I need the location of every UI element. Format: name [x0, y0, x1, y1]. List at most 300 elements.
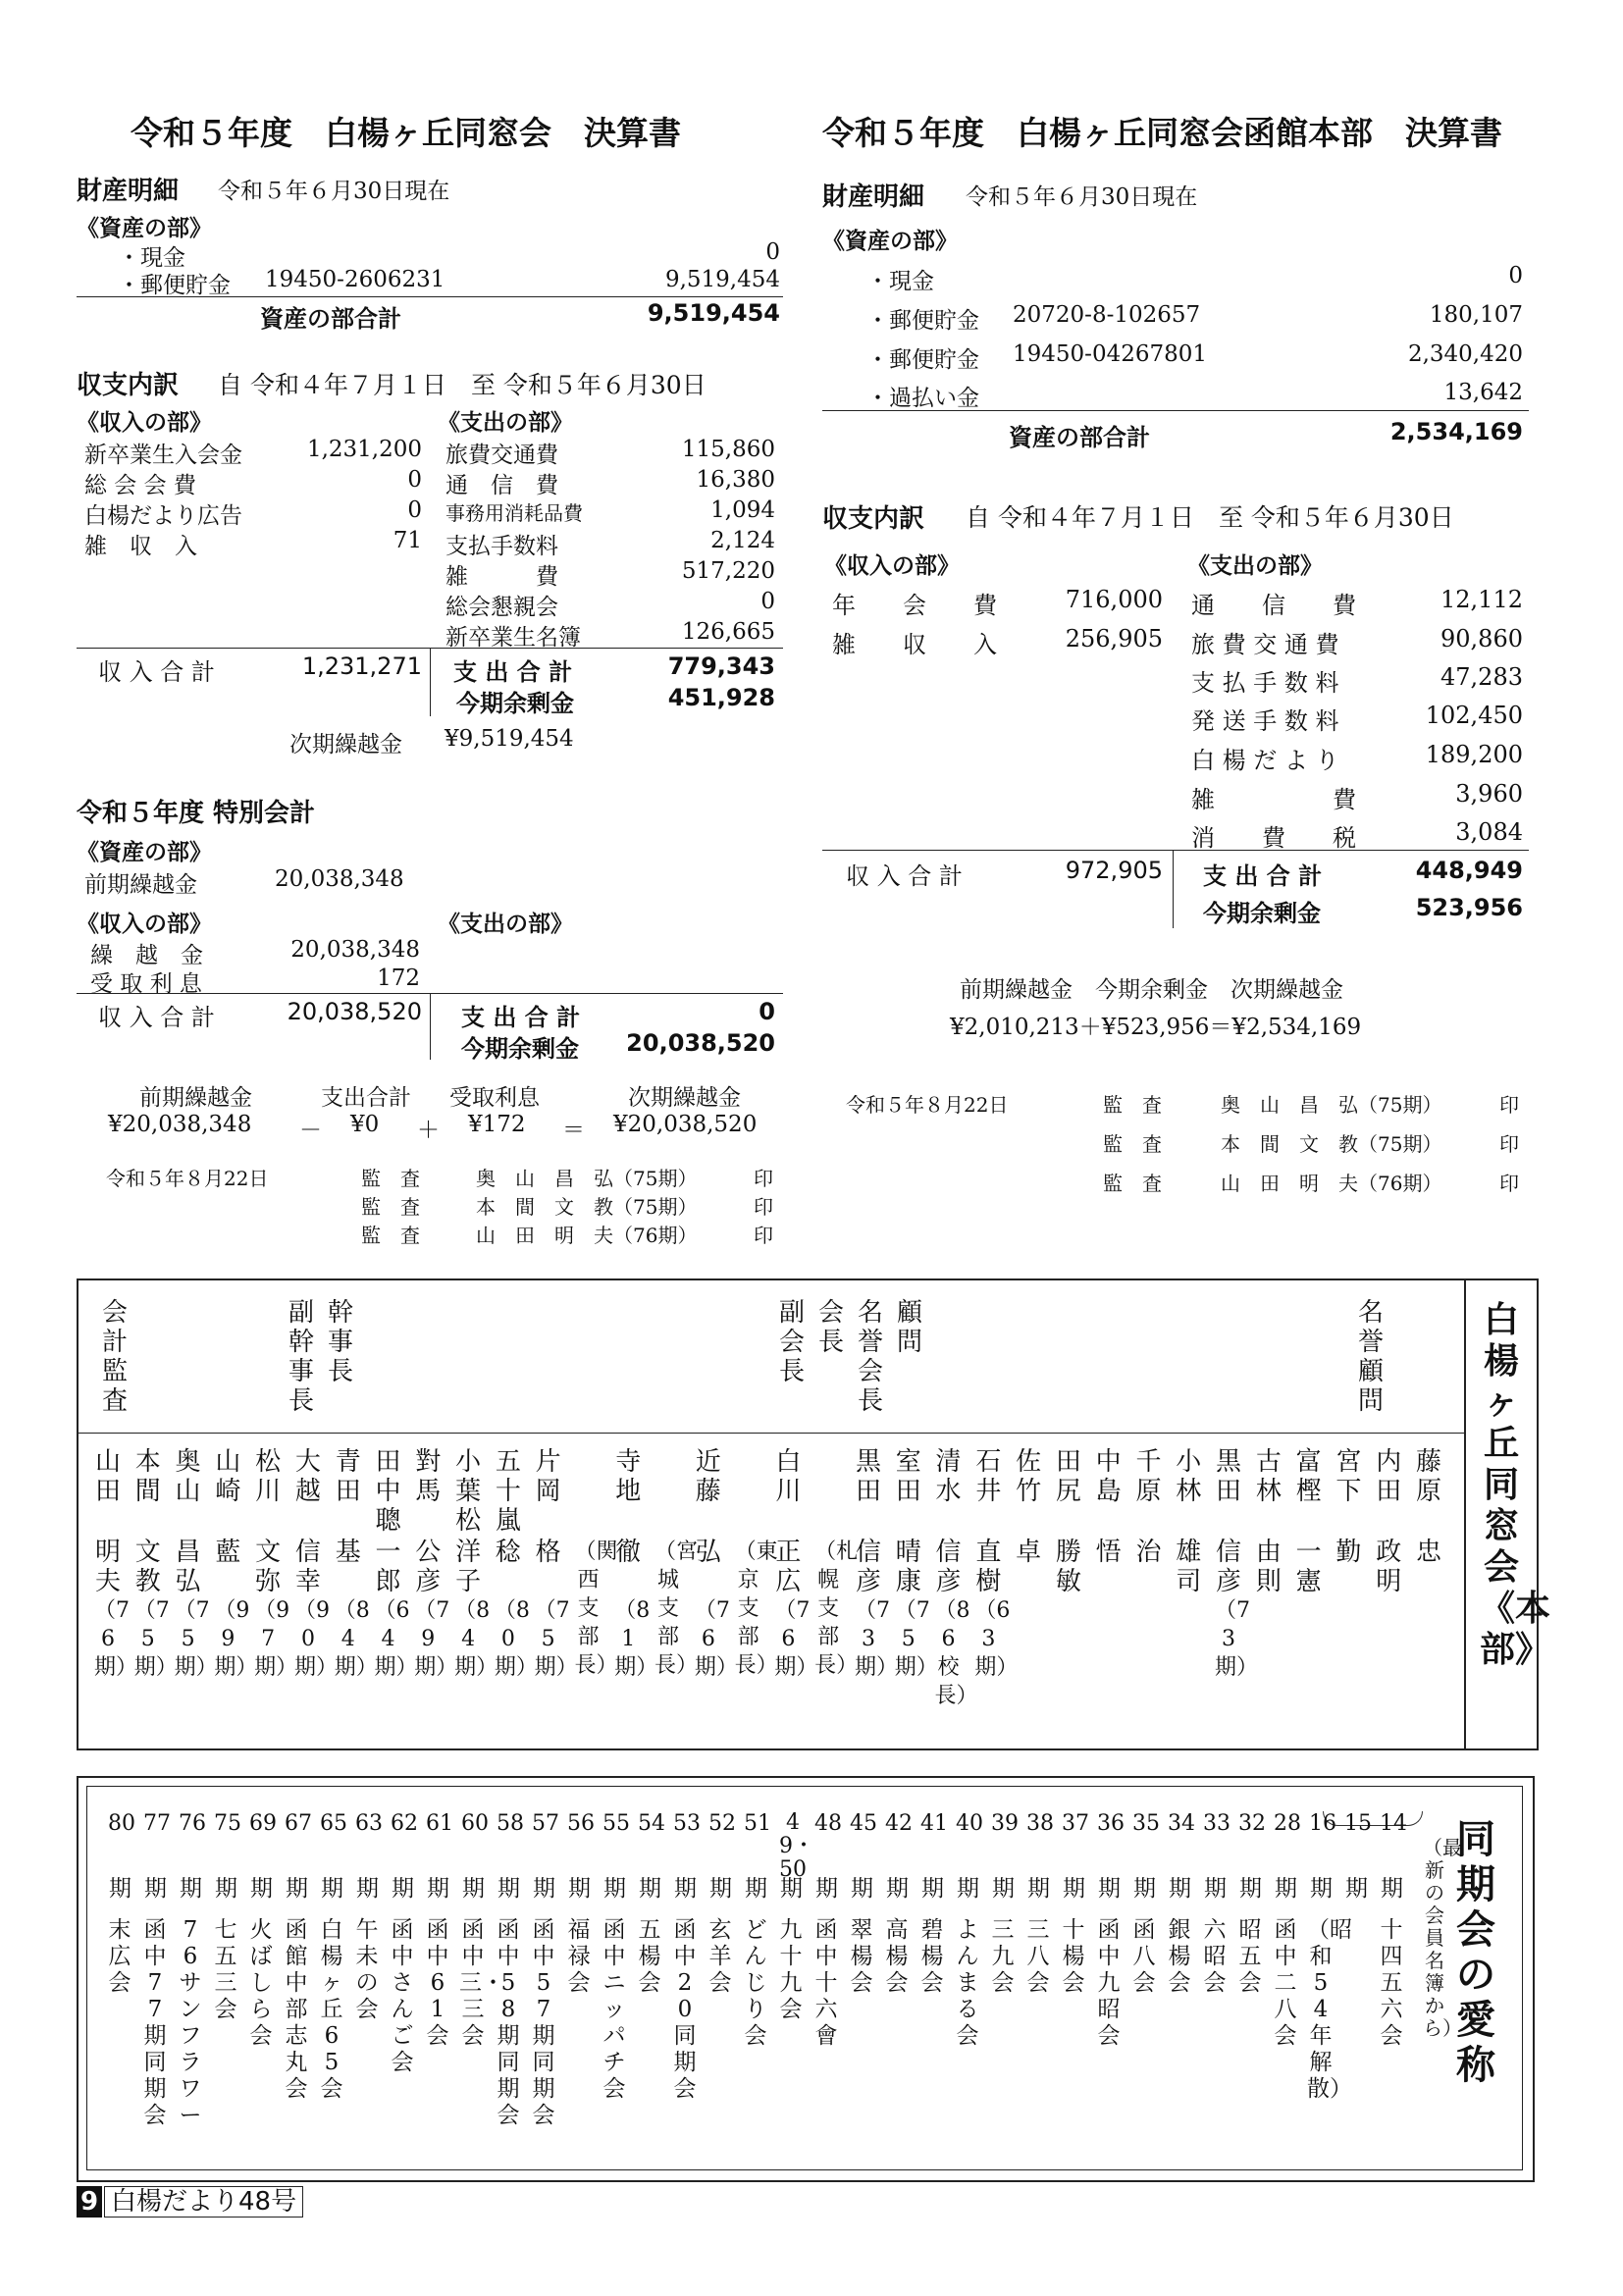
right-expense-head: 《支出の部》 — [1187, 553, 1323, 579]
officer-term: （81期） — [614, 1598, 658, 1680]
auditor-name: 本 間 文 教（75期） — [476, 1195, 698, 1219]
officer-surname: 本間 — [134, 1447, 161, 1506]
special-income-label: 繰 越 金 — [90, 943, 203, 968]
officer-role: 副幹事長 — [288, 1298, 314, 1416]
divider — [822, 410, 1529, 411]
left-income-label: 総 会 会 費 — [84, 473, 196, 498]
nickname-ki: 期 — [1239, 1876, 1262, 1902]
right-balance-label: 今期余剰金 — [1203, 900, 1321, 927]
right-expense-value: 47,283 — [1440, 663, 1523, 691]
left-income-total: 1,231,271 — [301, 652, 422, 680]
left-expense-label: 支払手数料 — [445, 534, 558, 559]
left-assets-total-label: 資産の部合計 — [260, 305, 401, 333]
left-assets-head: 《資産の部》 — [77, 216, 212, 241]
right-expense-label: 支 払 手 数 料 — [1191, 669, 1339, 697]
left-expense-total-label: 支 出 合 計 — [453, 658, 573, 686]
nickname-ki: 期 — [603, 1876, 626, 1902]
nickname-term: 42 — [885, 1811, 913, 1836]
nickname-term: 77 — [143, 1811, 171, 1836]
officers-box — [77, 1278, 1551, 1750]
nickname-name: 函中さんご会 — [391, 1917, 414, 2075]
officer-given-name: 政明 — [1376, 1538, 1402, 1596]
auditor-name: 山 田 明 夫（76期） — [1221, 1172, 1442, 1195]
right-asset-account: 19450-04267801 — [1013, 341, 1208, 367]
officer-role: 幹事長 — [327, 1298, 353, 1386]
formula-head: 受取利息 — [449, 1085, 540, 1111]
nickname-name: 三九会 — [991, 1917, 1015, 1996]
officer-role: 会長 — [817, 1298, 844, 1357]
nicknames-box — [77, 1776, 1535, 2182]
officer-given-name: 洋子 — [455, 1538, 482, 1596]
officer-role: 会計監査 — [101, 1298, 128, 1416]
officer-surname: 田中聰 — [375, 1447, 401, 1536]
officer-given-name: 信彦 — [935, 1538, 962, 1596]
formula-head: 次期繰越金 — [628, 1085, 741, 1111]
nickname-term: 48 — [814, 1811, 842, 1836]
officer-term: （79期） — [414, 1598, 458, 1680]
divider — [430, 993, 431, 1060]
nickname-ki: 期 — [180, 1876, 202, 1902]
officer-term: （90期） — [293, 1598, 338, 1680]
officer-surname: 佐竹 — [1016, 1447, 1042, 1506]
officer-given-name: 一郎 — [375, 1538, 401, 1596]
officer-given-name: 信幸 — [294, 1538, 321, 1596]
formula-value: ¥172 — [468, 1112, 526, 1137]
right-asset-label: ・郵便貯金 — [866, 347, 979, 373]
nickname-name: 函中三・三会 — [459, 1917, 504, 2049]
officer-term: （84期） — [334, 1598, 378, 1680]
nickname-term: 75 — [214, 1811, 241, 1836]
officer-surname: 寺地 — [615, 1447, 642, 1506]
divider — [79, 1433, 1464, 1434]
nickname-term: 67 — [285, 1811, 312, 1836]
right-expense-value: 12,112 — [1440, 586, 1523, 613]
officer-term: （97期） — [254, 1598, 298, 1680]
officer-given-name: 治 — [1135, 1538, 1162, 1567]
nickname-name: 六昭会 — [1203, 1917, 1227, 1996]
special-expense-total: 0 — [759, 998, 775, 1025]
nickname-ki: 期 — [1169, 1876, 1191, 1902]
nicknames-title: 同期会の愛称 — [1456, 1817, 1495, 2088]
right-expense-label: 雑 費 — [1191, 786, 1356, 813]
right-income-total: 972,905 — [1065, 857, 1163, 884]
right-expense-total: 448,949 — [1415, 857, 1523, 884]
auditor-role: 監 査 — [1103, 1093, 1162, 1117]
nickname-name: 函中ニッパチ会 — [602, 1917, 626, 2102]
officer-surname: 山崎 — [215, 1447, 241, 1506]
officer-surname: 富樫 — [1295, 1447, 1322, 1506]
left-expense-value: 126,665 — [681, 619, 775, 645]
divider — [822, 850, 1529, 851]
auditor-name: 奥 山 昌 弘（75期） — [476, 1167, 698, 1190]
officer-surname: 白川 — [775, 1447, 802, 1506]
nickname-name: 十楊会 — [1062, 1917, 1085, 1996]
officer-term: （64期） — [374, 1598, 418, 1680]
officer-given-name: 基 — [335, 1538, 361, 1567]
nickname-term: 58 — [497, 1811, 524, 1836]
nickname-term: 55 — [602, 1811, 630, 1836]
special-balance: 20,038,520 — [626, 1029, 775, 1057]
formula-head: 支出合計 — [321, 1085, 411, 1111]
special-title: 令和５年度 特別会計 — [77, 799, 316, 828]
nickname-term: 52 — [708, 1811, 736, 1836]
officer-term: （99期） — [214, 1598, 258, 1680]
nickname-name: 五楊会 — [638, 1917, 661, 1996]
officer-term: （関西支部長） — [574, 1539, 618, 1678]
nickname-ki: 期 — [109, 1876, 131, 1902]
auditor-name: 山 田 明 夫（76期） — [476, 1224, 698, 1247]
officer-surname: 青田 — [335, 1447, 361, 1506]
right-shushi-period: 自 令和４年７月１日 至 令和５年６月30日 — [966, 503, 1454, 532]
formula-operator: ＋ — [417, 1118, 440, 1143]
auditor-role: 監 査 — [361, 1167, 420, 1190]
officer-term: （東京支部長） — [734, 1539, 778, 1678]
officer-given-name: 信彦 — [855, 1538, 881, 1596]
officer-role: 副会長 — [778, 1298, 805, 1386]
right-asset-value: 13,642 — [1443, 380, 1523, 405]
special-balance-label: 今期余剰金 — [461, 1035, 579, 1063]
nickname-ki: 期 — [1027, 1876, 1050, 1902]
nickname-term: 63 — [355, 1811, 383, 1836]
brace-mark — [1323, 1811, 1423, 1826]
right-balance: 523,956 — [1415, 894, 1523, 921]
officer-given-name: 藍 — [215, 1538, 241, 1567]
nickname-name: 函中十六會 — [814, 1917, 838, 2049]
nickname-name: 函中77期同期会 — [143, 1917, 167, 2128]
nickname-name: 76サンフラワー — [179, 1917, 202, 2128]
officer-given-name: 晴康 — [895, 1538, 921, 1596]
publication-name: 白楊だより48号 — [104, 2186, 303, 2218]
officer-surname: 奥山 — [175, 1447, 201, 1506]
special-prev-value: 20,038,348 — [275, 866, 404, 892]
nickname-term: 28 — [1274, 1811, 1301, 1836]
special-income-total-label: 収 入 合 計 — [98, 1004, 215, 1031]
formula-value: ¥20,038,520 — [613, 1112, 758, 1137]
officer-given-name: 一憲 — [1295, 1538, 1322, 1596]
auditor-seal: 印 — [754, 1224, 773, 1247]
nickname-ki: 期 — [886, 1876, 909, 1902]
right-income-value: 716,000 — [1065, 586, 1163, 613]
nickname-term: 49・50 — [779, 1810, 814, 1882]
auditor-role: 監 査 — [361, 1195, 420, 1219]
officer-term: （76期） — [774, 1598, 818, 1680]
auditor-name: 本 間 文 教（75期） — [1221, 1132, 1442, 1156]
left-balance-label: 今期余剰金 — [456, 690, 574, 717]
nickname-name: 銀楊会 — [1168, 1917, 1191, 1996]
officer-given-name: 勝敏 — [1055, 1538, 1081, 1596]
left-income-head: 《収入の部》 — [77, 410, 212, 436]
nickname-term: 57 — [532, 1811, 559, 1836]
nickname-term: 65 — [320, 1811, 347, 1836]
nickname-name: 碧楊会 — [920, 1917, 944, 1996]
nickname-term: 36 — [1097, 1811, 1125, 1836]
officer-term: （80期） — [494, 1598, 538, 1680]
officer-surname: 近藤 — [695, 1447, 721, 1506]
nickname-term: 15 — [1344, 1811, 1372, 1836]
left-income-value: 0 — [407, 497, 422, 523]
nickname-ki: 期 — [427, 1876, 449, 1902]
nickname-term: 60 — [461, 1811, 489, 1836]
nickname-term: 38 — [1026, 1811, 1054, 1836]
nickname-name: 十四五六会 — [1380, 1917, 1403, 2049]
nickname-ki: 期 — [1275, 1876, 1297, 1902]
left-income-label: 新卒業生入会金 — [84, 443, 242, 468]
special-income-value: 172 — [377, 965, 420, 991]
nickname-term: 41 — [920, 1811, 948, 1836]
officer-surname: 對馬 — [415, 1447, 442, 1506]
right-expense-label: 通 信 費 — [1191, 592, 1356, 619]
nickname-term: 62 — [391, 1811, 418, 1836]
officer-term: （73期） — [854, 1598, 898, 1680]
nickname-term: 14 — [1380, 1811, 1407, 1836]
nickname-name: 午未の会 — [355, 1917, 379, 2022]
divider — [77, 296, 783, 297]
officer-term: （宮城支部長） — [654, 1539, 699, 1678]
nickname-ki: 期 — [250, 1876, 273, 1902]
special-expense-total-label: 支 出 合 計 — [461, 1004, 581, 1031]
left-expense-value: 16,380 — [696, 467, 775, 493]
nickname-ki: 期 — [215, 1876, 237, 1902]
nickname-ki: 期 — [462, 1876, 485, 1902]
nickname-name: 昭五会 — [1238, 1917, 1262, 1996]
left-income-value: 1,231,200 — [306, 437, 422, 462]
right-zaisan-date: 令和５年６月30日現在 — [966, 184, 1198, 210]
nickname-ki: 期 — [851, 1876, 873, 1902]
formula-head: 前期繰越金 — [139, 1085, 252, 1111]
nickname-term: 54 — [638, 1811, 665, 1836]
right-expense-value: 3,084 — [1455, 818, 1523, 846]
left-income-label: 白楊だより広告 — [84, 503, 242, 529]
special-prev-label: 前期繰越金 — [84, 872, 197, 898]
auditor-role: 監 査 — [361, 1224, 420, 1247]
right-income-value: 256,905 — [1065, 625, 1163, 652]
officer-surname: 室田 — [895, 1447, 921, 1506]
officer-role: 名誉顧問 — [1357, 1298, 1384, 1416]
left-expense-label: 事務用消耗品費 — [445, 501, 583, 525]
officer-term: （75期） — [133, 1598, 178, 1680]
nickname-name: よんまる会 — [956, 1917, 979, 2049]
officer-given-name: 格 — [535, 1538, 561, 1567]
nickname-term: 45 — [850, 1811, 877, 1836]
nickname-term: 34 — [1168, 1811, 1195, 1836]
right-expense-total-label: 支 出 合 計 — [1203, 862, 1323, 890]
nickname-term: 33 — [1203, 1811, 1230, 1836]
right-expense-value: 189,200 — [1425, 741, 1523, 768]
officer-given-name: 忠 — [1415, 1538, 1441, 1567]
left-carry: ¥9,519,454 — [445, 726, 574, 752]
officer-given-name: 明夫 — [94, 1538, 121, 1596]
right-zaisan-label: 財産明細 — [822, 183, 925, 212]
left-income-label: 雑 収 入 — [84, 534, 197, 559]
nickname-ki: 期 — [1310, 1876, 1333, 1902]
left-audit-date: 令和５年８月22日 — [106, 1167, 269, 1190]
nickname-name: 火ばしら会 — [249, 1917, 273, 2049]
right-asset-label: ・郵便貯金 — [866, 308, 979, 334]
officer-role: 名誉会長 — [857, 1298, 883, 1416]
nickname-ki: 期 — [1381, 1876, 1403, 1902]
officer-surname: 松川 — [255, 1447, 282, 1506]
nickname-term: 37 — [1062, 1811, 1089, 1836]
left-expense-label: 総会懇親会 — [445, 595, 558, 620]
officer-given-name: 雄司 — [1176, 1538, 1202, 1596]
left-income-value: 0 — [407, 467, 422, 493]
formula-value: ¥20,038,348 — [108, 1112, 252, 1137]
officer-given-name: 文弥 — [255, 1538, 282, 1596]
left-expense-label: 通 信 費 — [445, 473, 558, 498]
officer-given-name: 弘 — [695, 1538, 721, 1567]
nickname-term: 56 — [567, 1811, 595, 1836]
right-shushi-label: 収支内訳 — [822, 504, 925, 534]
officer-surname: 小葉松 — [455, 1447, 482, 1536]
nickname-ki: 期 — [957, 1876, 979, 1902]
nickname-ki: 期 — [815, 1876, 838, 1902]
officer-term: （73期） — [1215, 1598, 1259, 1680]
right-asset-value: 2,340,420 — [1407, 341, 1523, 367]
page-number: 9 — [77, 2186, 102, 2218]
nickname-name: 七五三会 — [214, 1917, 237, 2022]
right-income-total-label: 収 入 合 計 — [846, 862, 963, 890]
officer-term: （76期） — [94, 1598, 138, 1680]
officer-surname: 千原 — [1135, 1447, 1162, 1506]
left-zaisan-date: 令和５年６月30日現在 — [218, 179, 450, 204]
officer-surname: 黒田 — [1216, 1447, 1242, 1506]
nickname-name: 白楊ヶ丘65会 — [320, 1917, 343, 2102]
nickname-ki: 期 — [639, 1876, 661, 1902]
officer-term: （63期） — [974, 1598, 1019, 1680]
officer-surname: 小林 — [1176, 1447, 1202, 1506]
nickname-ki: 期 — [144, 1876, 167, 1902]
nickname-name: 函中二八会 — [1274, 1917, 1297, 2049]
special-expense-head: 《支出の部》 — [438, 912, 573, 937]
nickname-term: 69 — [249, 1811, 277, 1836]
officer-term: （75期） — [174, 1598, 218, 1680]
nickname-name: 函中九昭会 — [1097, 1917, 1121, 2049]
nickname-ki: 期 — [392, 1876, 414, 1902]
left-asset-value: 0 — [765, 239, 780, 265]
left-expense-label: 旅費交通費 — [445, 443, 558, 468]
nickname-name: 高楊会 — [885, 1917, 909, 1996]
nickname-name: 九十九会 — [779, 1917, 803, 2022]
right-asset-label: ・現金 — [866, 269, 934, 294]
left-expense-label: 雑 費 — [445, 564, 558, 590]
officer-surname: 石井 — [975, 1447, 1002, 1506]
left-shushi-period: 自 令和４年７月１日 至 令和５年６月30日 — [218, 371, 707, 399]
left-shushi-label: 収支内訳 — [77, 371, 180, 400]
right-expense-label: 発 送 手 数 料 — [1191, 707, 1339, 735]
special-assets-head: 《資産の部》 — [77, 840, 212, 865]
right-expense-label: 白 楊 だ よ り — [1191, 747, 1339, 774]
auditor-seal: 印 — [1499, 1172, 1519, 1195]
auditor-seal: 印 — [754, 1167, 773, 1190]
officer-given-name: 公彦 — [415, 1538, 442, 1596]
nickname-term: 61 — [426, 1811, 453, 1836]
nickname-name: 玄羊会 — [708, 1917, 732, 1996]
officer-surname: 田尻 — [1055, 1447, 1081, 1506]
left-carry-label: 次期繰越金 — [289, 732, 402, 757]
officer-given-name: 卓 — [1016, 1538, 1042, 1567]
nickname-ki: 期 — [709, 1876, 732, 1902]
nickname-ki: 期 — [674, 1876, 697, 1902]
right-expense-label: 消 費 税 — [1191, 824, 1356, 852]
officer-given-name: 信彦 — [1216, 1538, 1242, 1596]
officer-term: （86校長） — [934, 1598, 978, 1708]
officer-surname: 内田 — [1376, 1447, 1402, 1506]
nickname-name: 福禄会 — [567, 1917, 591, 1996]
nickname-term: 80 — [108, 1811, 135, 1836]
divider — [1173, 850, 1174, 928]
officer-surname: 宮下 — [1335, 1447, 1362, 1506]
formula-value: ¥0 — [350, 1112, 380, 1137]
officer-surname: 中島 — [1095, 1447, 1122, 1506]
nickname-term: 39 — [991, 1811, 1019, 1836]
nickname-term: 51 — [744, 1811, 771, 1836]
nickname-name: 函中61会 — [426, 1917, 449, 2049]
divider — [430, 648, 431, 716]
nickname-name: 三八会 — [1026, 1917, 1050, 1996]
officer-given-name: 勤 — [1335, 1538, 1362, 1567]
auditor-seal: 印 — [1499, 1132, 1519, 1156]
right-asset-value: 0 — [1508, 263, 1523, 288]
officer-term: （札幌支部長） — [814, 1539, 859, 1678]
nickname-ki: 期 — [745, 1876, 767, 1902]
nickname-name: 函館中部志丸会 — [285, 1917, 308, 2102]
nickname-term: 16 — [1309, 1811, 1336, 1836]
right-expense-value: 90,860 — [1440, 625, 1523, 652]
right-assets-head: 《資産の部》 — [822, 229, 958, 254]
nickname-name: 翠楊会 — [850, 1917, 873, 1996]
auditor-role: 監 査 — [1103, 1172, 1162, 1195]
nickname-ki: 期 — [286, 1876, 308, 1902]
right-income-head: 《収入の部》 — [824, 553, 960, 579]
officer-given-name: 徹 — [615, 1538, 642, 1567]
right-income-label: 雑 収 入 — [832, 631, 997, 658]
officer-surname: 片岡 — [535, 1447, 561, 1506]
officer-term: （75期） — [894, 1598, 938, 1680]
nickname-term: 32 — [1238, 1811, 1266, 1836]
left-expense-value: 1,094 — [710, 497, 775, 523]
nickname-term: 53 — [673, 1811, 701, 1836]
nicknames-subtitle: （最新の会員名簿から） — [1423, 1836, 1462, 2040]
officer-given-name: 文教 — [134, 1538, 161, 1596]
officer-given-name: 昌弘 — [175, 1538, 201, 1596]
officers-title: 白楊ヶ丘同窓会《本部》 — [1480, 1300, 1551, 1670]
officer-term: （76期） — [694, 1598, 738, 1680]
left-asset-label: ・郵便貯金 — [118, 273, 231, 298]
nickname-ki: 期 — [321, 1876, 343, 1902]
right-asset-label: ・過払い金 — [866, 386, 979, 411]
officer-given-name: 直樹 — [975, 1538, 1002, 1596]
nickname-term: 76 — [179, 1811, 206, 1836]
nickname-ki: 期 — [497, 1876, 520, 1902]
nickname-name: 函中20同期会 — [673, 1917, 697, 2102]
nickname-name: （昭和54年解散） — [1307, 1917, 1352, 2102]
left-income-total-label: 収 入 合 計 — [98, 658, 215, 686]
nickname-ki: 期 — [1133, 1876, 1156, 1902]
right-title: 令和５年度 白楊ヶ丘同窓会函館本部 決算書 — [822, 114, 1502, 152]
officer-surname: 清水 — [935, 1447, 962, 1506]
nickname-ki: 期 — [1204, 1876, 1227, 1902]
formula-operator: ＝ — [562, 1118, 585, 1143]
special-income-total: 20,038,520 — [287, 998, 422, 1025]
officer-given-name: 稔 — [495, 1538, 521, 1567]
nickname-term: 40 — [956, 1811, 983, 1836]
left-expense-total: 779,343 — [667, 652, 775, 680]
nickname-ki: 期 — [780, 1876, 803, 1902]
left-expense-head: 《支出の部》 — [438, 410, 573, 436]
auditor-seal: 印 — [754, 1195, 773, 1219]
left-expense-value: 2,124 — [710, 528, 775, 553]
left-asset-account: 19450-2606231 — [265, 267, 445, 292]
